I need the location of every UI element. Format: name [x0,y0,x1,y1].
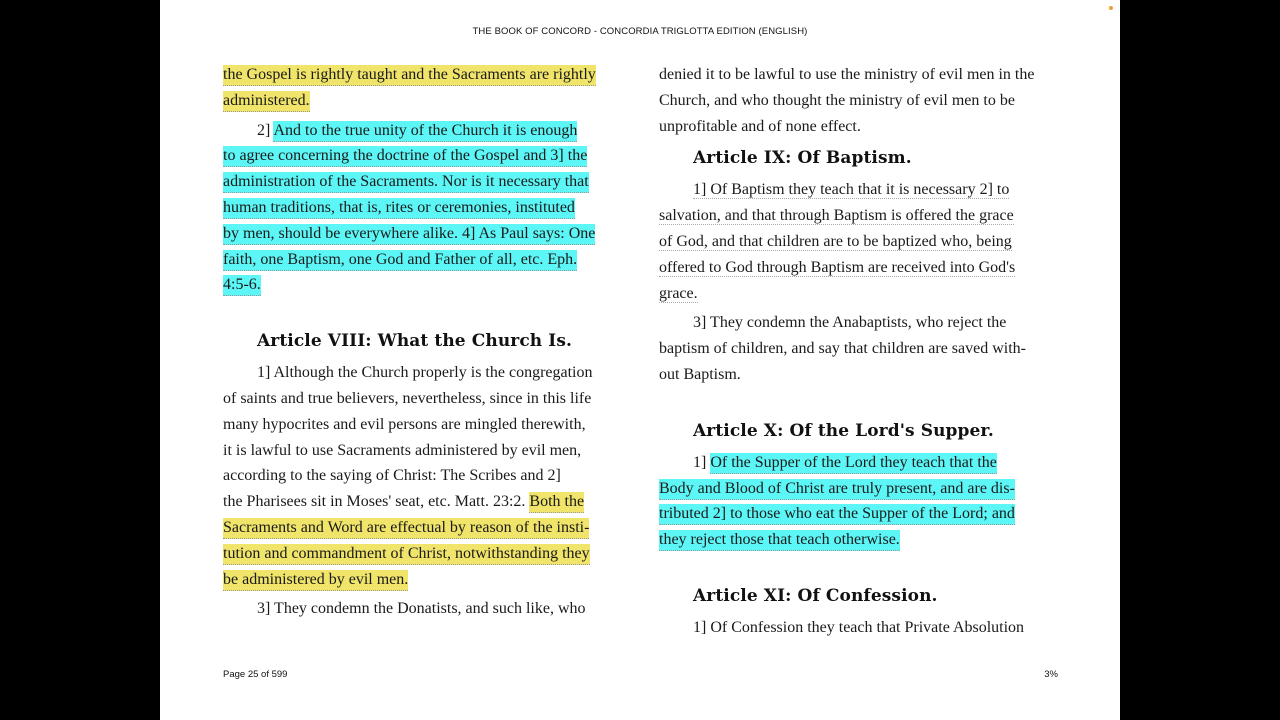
verse-number: 2] [257,121,271,139]
cyan-highlight[interactable]: to agree concerning the doctrine of the Gospel and 3] the [223,146,587,167]
paragraph [223,360,623,592]
reader-page[interactable] [160,0,1120,720]
cyan-highlight[interactable]: Of the Supper of the Lord they teach that the [710,453,997,474]
text-line: unprofitable and of none effect. [659,117,861,135]
text-line: 3] They condemn the Anabaptists, who reject the [693,314,1007,332]
cyan-highlight[interactable]: human traditions, that is, rites or ceremonies, instituted [223,198,575,219]
page-indicator: Page 25 of 599 [223,669,288,680]
underlined-text[interactable]: of God, and that children are to be baptized who, being [659,232,1012,250]
paragraph [659,62,1059,139]
text-line: Church, and who thought the ministry of evil men to be [659,91,1015,109]
yellow-highlight[interactable]: be administered by evil men. [223,570,408,591]
verse-number: 1] [693,453,707,471]
yellow-highlight[interactable]: Sacraments and Word are effectual by reason of the insti- [223,518,589,539]
paragraph [659,450,1059,553]
left-text-column [223,62,623,622]
paragraph [659,615,1059,641]
paragraph [659,310,1059,387]
paragraph [659,177,1059,306]
status-indicator-dot [1109,6,1113,10]
cyan-highlight[interactable]: Body and Blood of Christ are truly present, and are dis- [659,479,1015,500]
text-line: according to the saying of Christ: The Scribes and 2] [223,467,561,485]
text-line: it is lawful to use Sacraments administered by evil men, [223,441,582,459]
right-text-column [659,62,1059,641]
cyan-highlight[interactable]: administration of the Sacraments. Nor is it necessary that [223,172,589,193]
article-heading: Article X: Of the Lord's Supper. [693,420,994,441]
cyan-highlight[interactable]: tributed 2] to those who eat the Supper of the Lord; and [659,504,1015,525]
cyan-highlight[interactable]: by men, should be everywhere alike. 4] As Paul says: One [223,224,595,245]
paragraph [223,596,623,622]
article-heading: Article XI: Of Confession. [693,585,938,606]
underlined-text[interactable]: 1] Of Baptism they teach that it is necessary 2] to [693,181,1010,199]
text-line: the Pharisees sit in Moses' seat, etc. Matt. 23:2. [223,493,526,511]
text-line: 3] They condemn the Donatists, and such like, who [257,600,586,618]
cyan-highlight[interactable]: And to the true unity of the Church it is enough [273,121,577,142]
text-line: 1] Of Confession they teach that Private Absolution [693,618,1025,636]
cyan-highlight[interactable]: they reject those that teach otherwise. [659,530,900,551]
yellow-highlight[interactable]: the Gospel is rightly taught and the Sacraments are rightly [223,65,596,86]
text-line: denied it to be lawful to use the ministry of evil men in the [659,66,1035,83]
underlined-text[interactable]: salvation, and that through Baptism is offered the grace [659,207,1014,225]
paragraph [223,118,623,299]
cyan-highlight[interactable]: faith, one Baptism, one God and Father of all, etc. Eph. [223,250,577,271]
yellow-highlight[interactable]: tution and commandment of Christ, notwithstanding they [223,544,590,565]
underlined-text[interactable]: grace. [659,284,698,302]
progress-percent: 3% [1044,669,1058,680]
yellow-highlight[interactable]: administered. [223,91,310,112]
text-line: of saints and true believers, nevertheless, since in this life [223,389,592,407]
text-line: 1] Although the Church properly is the congregation [257,364,593,382]
article-heading: Article IX: Of Baptism. [693,148,912,169]
yellow-highlight[interactable]: Both the [529,492,584,513]
text-line: baptism of children, and say that children are saved with- [659,340,1026,358]
text-line: many hypocrites and evil persons are mingled therewith, [223,415,586,433]
paragraph [223,62,623,114]
article-heading: Article VIII: What the Church Is. [257,331,573,352]
underlined-text[interactable]: offered to God through Baptism are received into God's [659,258,1016,276]
book-title: THE BOOK OF CONCORD - CONCORDIA TRIGLOTTA EDITION (ENGLISH) [472,26,808,37]
cyan-highlight[interactable]: 4:5-6. [223,275,261,296]
text-line: out Baptism. [659,365,741,383]
